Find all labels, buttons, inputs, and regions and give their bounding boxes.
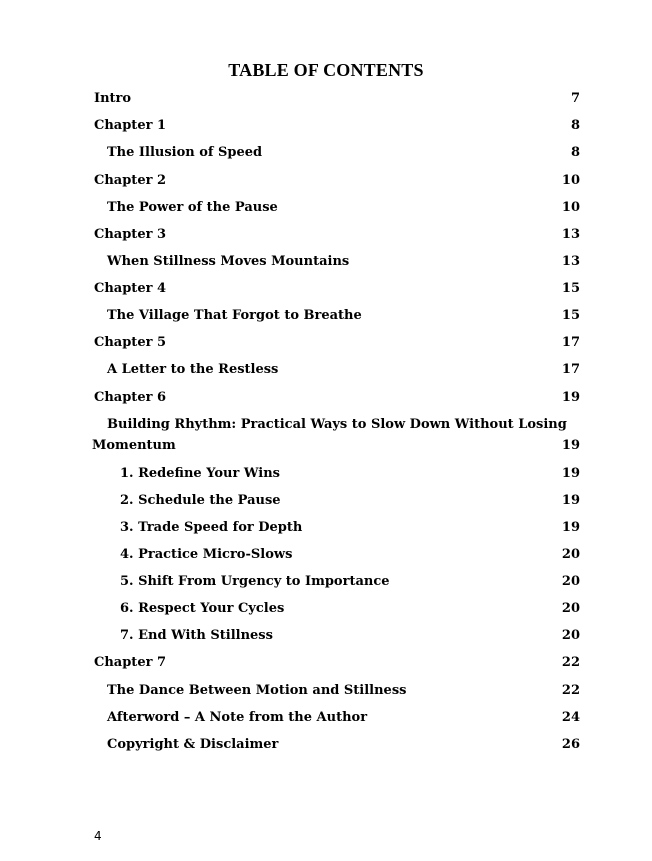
- toc-entry-label: The Power of the Pause: [107, 200, 278, 215]
- toc-entry-chapter-7[interactable]: [0, 653, 652, 673]
- toc-entry-label: 2. Schedule the Pause: [120, 493, 281, 508]
- toc-entry-page: 20: [561, 601, 580, 616]
- toc-entry-label: 4. Practice Micro-Slows: [120, 547, 293, 562]
- toc-entry-label: Afterword – A Note from the Author: [107, 710, 368, 725]
- toc-entry-page: 20: [561, 547, 580, 562]
- toc-entry-copyright[interactable]: [0, 735, 652, 755]
- toc-entry-label: Chapter 6: [94, 390, 167, 405]
- toc-entry-dance[interactable]: [0, 681, 652, 701]
- toc-entry-page: 8: [570, 118, 580, 133]
- toc-entry-label: Chapter 7: [94, 655, 167, 670]
- toc-entry-urgency-importance[interactable]: [0, 572, 652, 592]
- toc-entry-illusion-of-speed[interactable]: [0, 143, 652, 163]
- toc-entry-label: Chapter 4: [94, 281, 167, 296]
- toc-entry-page: 22: [561, 683, 580, 698]
- toc-entry-afterword[interactable]: [0, 708, 652, 728]
- toc-entry-page: 17: [561, 362, 580, 377]
- toc-entry-label: Copyright & Disclaimer: [107, 737, 279, 752]
- toc-entry-label: Intro: [94, 91, 132, 106]
- toc-entry-chapter-4[interactable]: [0, 279, 652, 299]
- toc-entry-label: 7. End With Stillness: [120, 628, 273, 643]
- toc-entry-redefine-wins[interactable]: [0, 464, 652, 484]
- toc-entry-page: 19: [561, 466, 580, 481]
- toc-entry-chapter-2[interactable]: [0, 171, 652, 191]
- toc-entry-page: 22: [561, 655, 580, 670]
- toc-entry-page: 13: [561, 254, 580, 269]
- toc-entry-chapter-5[interactable]: [0, 333, 652, 353]
- toc-entry-label-line-1: Building Rhythm: Practical Ways to Slow Down Without Losing: [107, 417, 567, 432]
- toc-entry-intro[interactable]: [0, 89, 652, 109]
- toc-entry-chapter-1[interactable]: [0, 116, 652, 136]
- toc-entry-chapter-6[interactable]: [0, 388, 652, 408]
- toc-entry-page: 13: [561, 227, 580, 242]
- toc-entry-label: 6. Respect Your Cycles: [120, 601, 285, 616]
- toc-entry-page: 15: [561, 281, 580, 296]
- toc-entry-label: Chapter 3: [94, 227, 167, 242]
- toc-entry-label: 1. Redefine Your Wins: [120, 466, 280, 481]
- toc-entry-page: 26: [561, 737, 580, 752]
- toc-entry-page: 10: [561, 173, 580, 188]
- toc-entry-page: 19: [561, 520, 580, 535]
- toc-entry-page: 17: [561, 335, 580, 350]
- toc-entry-village[interactable]: [0, 306, 652, 326]
- toc-entry-label: The Illusion of Speed: [107, 145, 263, 160]
- toc-entry-trade-speed[interactable]: [0, 518, 652, 538]
- toc-entry-label: The Dance Between Motion and Stillness: [107, 683, 407, 698]
- toc-entry-page: 10: [561, 200, 580, 215]
- toc-title: TABLE OF CONTENTS: [228, 60, 424, 80]
- toc-entry-label: Chapter 2: [94, 173, 167, 188]
- toc-entry-label-line-2: Momentum: [92, 438, 176, 453]
- toc-entry-schedule-pause[interactable]: [0, 491, 652, 511]
- toc-entry-label: 5. Shift From Urgency to Importance: [120, 574, 390, 589]
- toc-entry-label: When Stillness Moves Mountains: [107, 254, 350, 269]
- toc-entry-letter-restless[interactable]: [0, 360, 652, 380]
- toc-entry-page: 24: [561, 710, 580, 725]
- toc-entry-respect-cycles[interactable]: [0, 599, 652, 619]
- toc-entry-page: 8: [570, 145, 580, 160]
- toc-entry-end-stillness[interactable]: [0, 626, 652, 646]
- toc-entry-stillness-mountains[interactable]: [0, 252, 652, 272]
- toc-entry-page: 19: [561, 390, 580, 405]
- toc-entry-page: 19: [561, 493, 580, 508]
- toc-entry-label: Chapter 1: [94, 118, 167, 133]
- toc-entry-page: 20: [561, 574, 580, 589]
- toc-entry-chapter-3[interactable]: [0, 225, 652, 245]
- toc-entry-label: 3. Trade Speed for Depth: [120, 520, 303, 535]
- toc-entry-page: 19: [561, 438, 580, 453]
- page-number: 4: [94, 829, 102, 843]
- toc-entry-label: A Letter to the Restless: [107, 362, 279, 377]
- toc-entry-power-of-pause[interactable]: [0, 198, 652, 218]
- toc-entry-page: 20: [561, 628, 580, 643]
- toc-entry-label: Chapter 5: [94, 335, 167, 350]
- toc-entry-label: The Village That Forgot to Breathe: [107, 308, 362, 323]
- toc-entry-page: 7: [570, 91, 580, 106]
- toc-entry-page: 15: [561, 308, 580, 323]
- toc-entry-building-rhythm[interactable]: [0, 417, 652, 453]
- toc-entry-micro-slows[interactable]: [0, 545, 652, 565]
